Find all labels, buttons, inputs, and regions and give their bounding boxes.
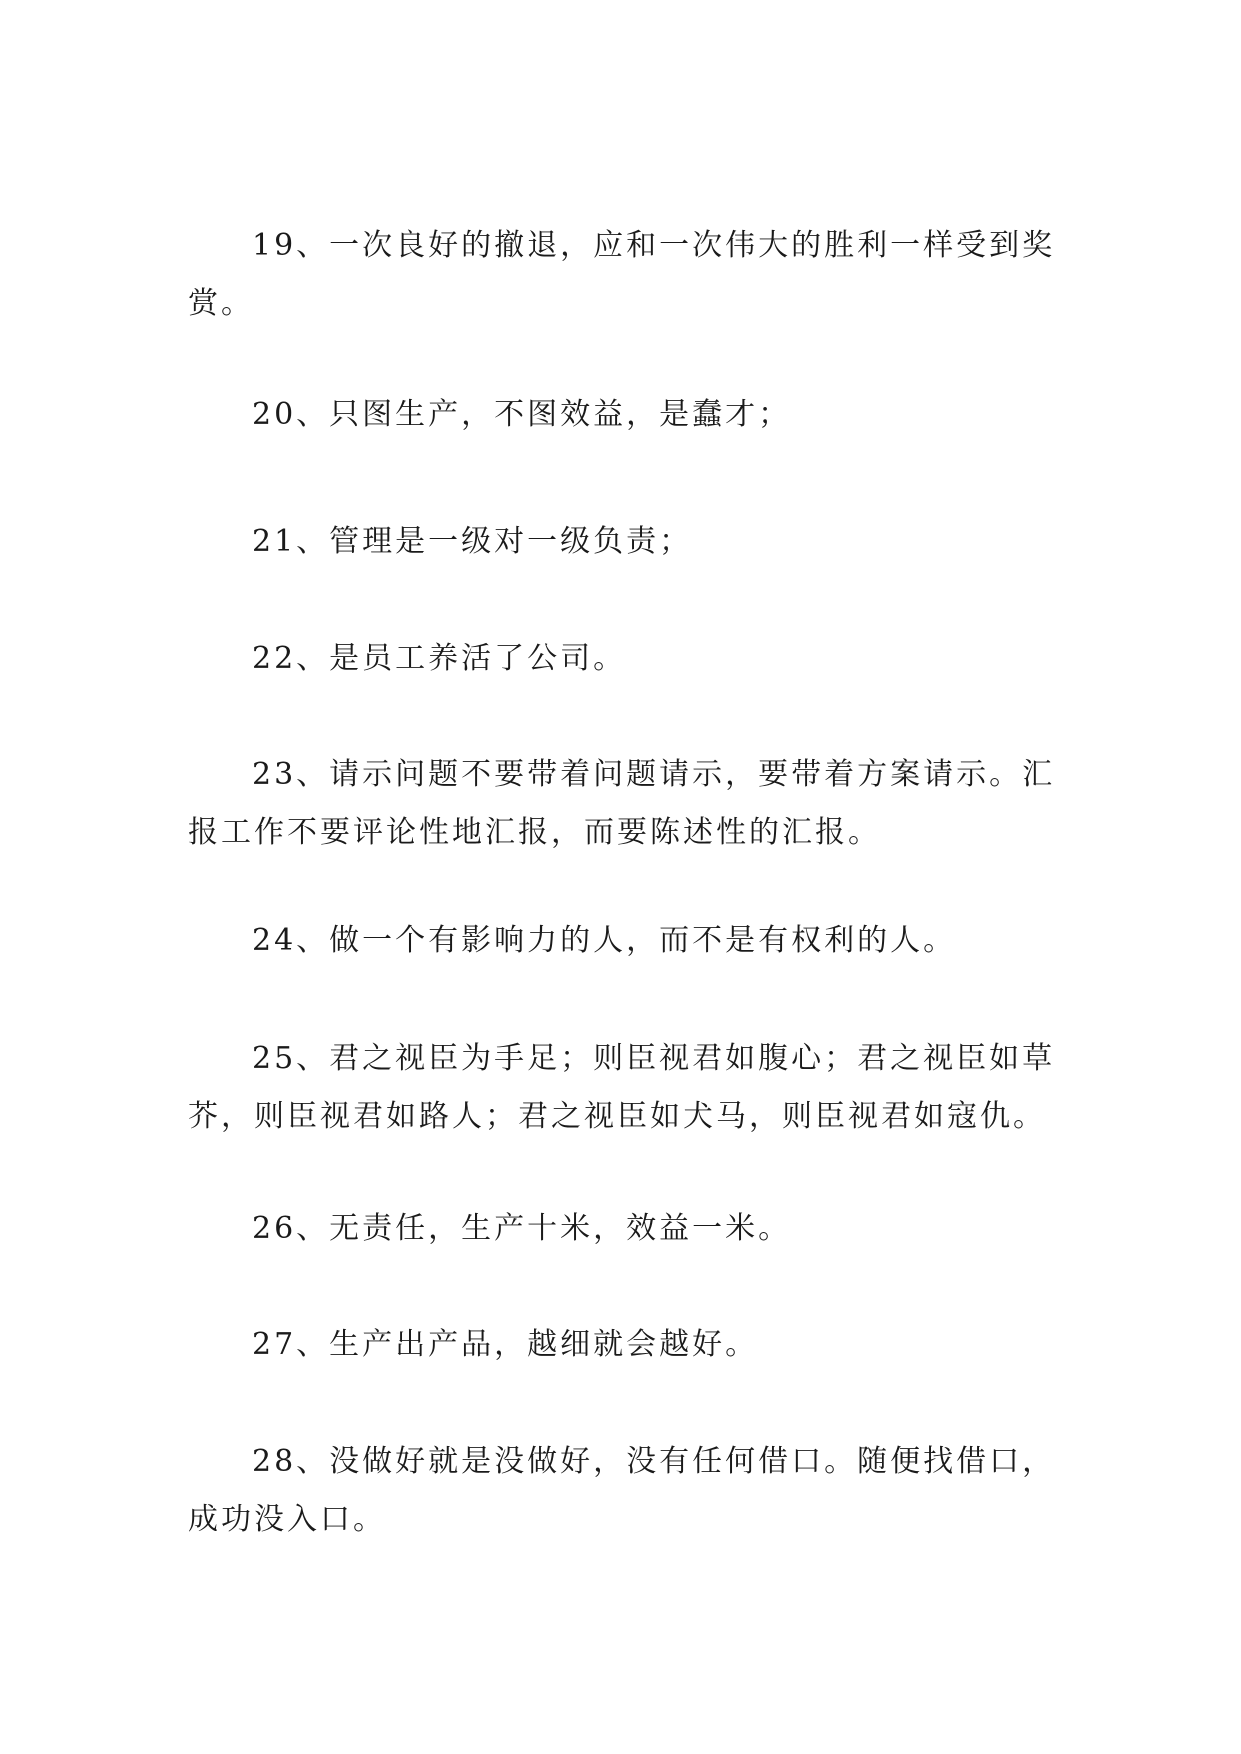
quote-paragraph-22: 22、是员工养活了公司。 xyxy=(252,641,627,676)
quote-paragraph-19: 19、一次良好的撤退，应和一次伟大的胜利一样受到奖赏。 xyxy=(188,228,1056,321)
quote-paragraph-23: 23、请示问题不要带着问题请示，要带着方案请示。汇报工作不要评论性地汇报，而要陈述性的汇报。 xyxy=(188,757,1056,850)
quote-paragraph-27: 27、生产出产品，越细就会越好。 xyxy=(252,1327,759,1362)
quote-paragraph-21: 21、管理是一级对一级负责； xyxy=(252,524,693,559)
quote-paragraph-25: 25、君之视臣为手足；则臣视君如腹心；君之视臣如草芥，则臣视君如路人；君之视臣如犬马，则臣视君如寇仇。 xyxy=(188,1041,1056,1134)
quote-paragraph-20: 20、只图生产，不图效益，是蠢才； xyxy=(252,397,792,432)
quote-paragraph-26: 26、无责任，生产十米，效益一米。 xyxy=(252,1211,792,1246)
quote-paragraph-24: 24、做一个有影响力的人，而不是有权利的人。 xyxy=(252,923,957,958)
quote-paragraph-28: 28、没做好就是没做好，没有任何借口。随便找借口，成功没入口。 xyxy=(188,1444,1056,1537)
